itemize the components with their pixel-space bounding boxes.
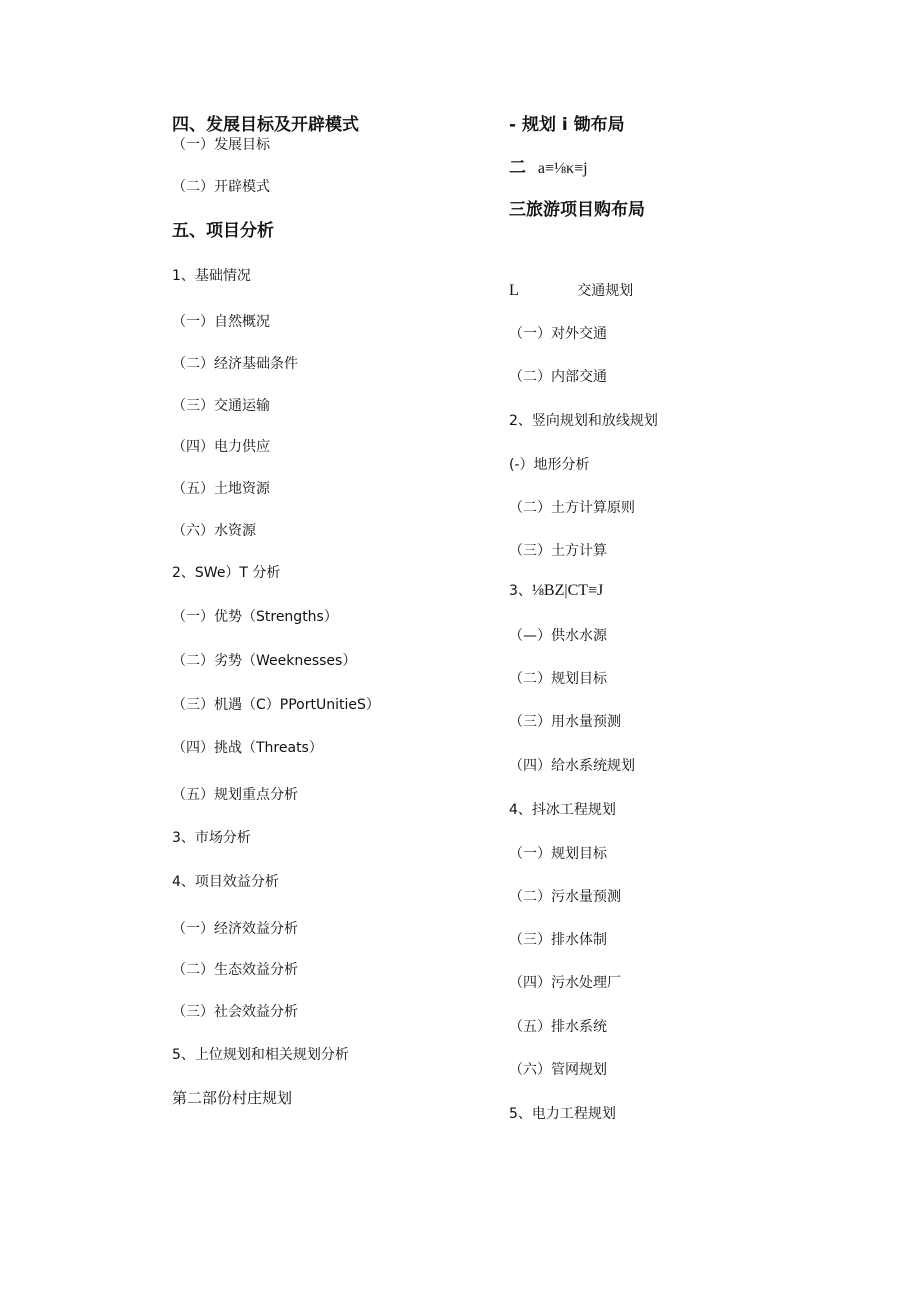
toc-item-development-mode: （二）开辟模式 [172,179,270,195]
section-number-l: L [509,282,519,299]
toc-item-vertical-planning: 2、竖向规划和放线规划 [509,413,658,429]
toc-item-strengths: （一）优势（Strengths） [172,609,338,625]
toc-item-natural-overview: （一）自然概况 [172,314,270,330]
heading-planning-layout: - 规划 i 锄布局 [509,115,625,135]
toc-item-land-resources: （五）土地资源 [172,481,270,497]
toc-item-basic-situation: 1、基础情况 [172,268,251,284]
toc-item-transport: （三）交通运输 [172,398,270,414]
heading-development-goals: 四、发展目标及开辟模式 [172,115,359,135]
toc-item-economic-conditions: （二）经济基础条件 [172,356,298,372]
toc-item-water-demand: （三）用水量预测 [509,714,621,730]
toc-item-drainage-goal: （一）规划目标 [509,846,607,862]
toc-item-economic-benefit: （一）经济效益分析 [172,921,298,937]
toc-item-swot-analysis: 2、SWe）T 分析 [172,565,281,581]
toc-item-sewage-demand: （二）污水量预测 [509,889,621,905]
toc-item-drainage-planning: 4、抖冰工程规划 [509,802,616,818]
heading-section-two [509,157,588,180]
section-two-number: 二 [509,158,526,178]
toc-item-part-two: 第二部份村庄规划 [172,1089,293,1107]
transport-planning-title: 交通规划 [577,283,634,299]
section-two-title: a≡⅛κ≡j [537,160,588,177]
toc-item-drainage-system: （五）排水系统 [509,1019,607,1035]
toc-item-terrain-analysis: (-）地形分析 [509,457,590,473]
section-three-number: 3、 [509,583,532,599]
section-three-title: ⅛BZ|CT≡J [531,582,604,599]
toc-item-upper-plan-analysis: 5、上位规划和相关规划分析 [172,1047,349,1063]
toc-item-power-supply: （四）电力供应 [172,439,270,455]
heading-tourism-layout: 三旅游项目购布局 [509,200,645,220]
toc-item-electric-planning: 5、电力工程规划 [509,1106,616,1122]
toc-item-supply-system: （四）给水系统规划 [509,758,635,774]
toc-item-weaknesses: （二）劣势（Weeknesses） [172,653,357,669]
toc-item-supply-source: （—）供水水源 [509,628,607,644]
toc-item-drainage-type: （三）排水体制 [509,932,607,948]
toc-item-opportunities: （三）机遇（C）PPortUnitieS） [172,697,380,713]
toc-item-water-resources: （六）水资源 [172,523,256,539]
toc-item-market-analysis: 3、市场分析 [172,830,251,846]
toc-item-internal-transport: （二）内部交通 [509,369,607,385]
toc-item-key-analysis: （五）规划重点分析 [172,787,298,803]
toc-item-threats: （四）挑战（Threats） [172,740,323,756]
toc-item-benefit-analysis: 4、项目效益分析 [172,874,279,890]
toc-item-earthwork-calculation: （三）土方计算 [509,543,607,559]
toc-item-pipe-network: （六）管网规划 [509,1062,607,1078]
toc-item-transport-planning [509,282,633,300]
toc-item-water-supply-planning [509,582,603,600]
toc-item-social-benefit: （三）社会效益分析 [172,1004,298,1020]
heading-project-analysis: 五、项目分析 [172,221,274,241]
toc-item-sewage-plant: （四）污水处理厂 [509,975,621,991]
toc-item-development-goal: （一）发展目标 [172,137,270,153]
toc-item-external-transport: （一）对外交通 [509,326,607,342]
toc-item-planning-goal: （二）规划目标 [509,671,607,687]
toc-item-ecological-benefit: （二）生态效益分析 [172,962,298,978]
toc-item-earthwork-principle: （二）土方计算原则 [509,500,635,516]
